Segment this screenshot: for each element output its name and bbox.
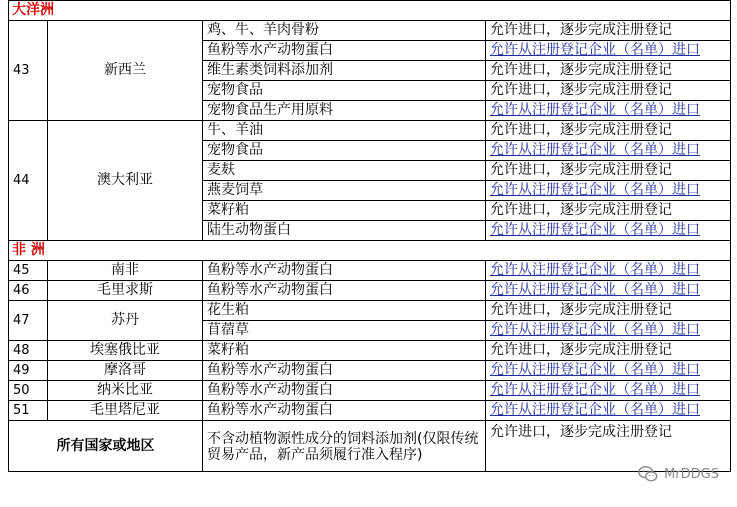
country-name: 摩洛哥	[48, 361, 203, 381]
status-link[interactable]: 允许从注册登记企业（名单）进口	[490, 222, 700, 238]
status-link[interactable]: 允许从注册登记企业（名单）进口	[490, 282, 700, 298]
status-cell: 允许进口，逐步完成注册登记	[486, 21, 731, 41]
row-number: 44	[9, 121, 48, 241]
status-cell[interactable]	[486, 261, 731, 281]
status-cell: 允许进口，逐步完成注册登记	[486, 301, 731, 321]
table-row	[9, 301, 731, 321]
status-cell[interactable]	[486, 221, 731, 241]
product-cell: 燕麦饲草	[203, 181, 486, 201]
table-row	[9, 241, 731, 261]
table-row	[9, 121, 731, 141]
row-number: 50	[9, 381, 48, 401]
table-row	[9, 421, 731, 472]
status-cell[interactable]	[486, 321, 731, 341]
product-cell: 鱼粉等水产动物蛋白	[203, 381, 486, 401]
table-row	[9, 401, 731, 421]
watermark-text: MrDDGS	[664, 466, 719, 482]
country-name: 毛里塔尼亚	[48, 401, 203, 421]
country-name: 南非	[48, 261, 203, 281]
status-link[interactable]: 允许从注册登记企业（名单）进口	[490, 262, 700, 278]
table-row	[9, 21, 731, 41]
status-cell[interactable]	[486, 281, 731, 301]
table-row	[9, 341, 731, 361]
country-name: 苏丹	[48, 301, 203, 341]
product-cell: 维生素类饲料添加剂	[203, 61, 486, 81]
status-link[interactable]: 允许从注册登记企业（名单）进口	[490, 362, 700, 378]
product-cell: 麦麸	[203, 161, 486, 181]
product-cell: 鱼粉等水产动物蛋白	[203, 281, 486, 301]
product-cell: 鸡、牛、羊肉骨粉	[203, 21, 486, 41]
product-cell: 鱼粉等水产动物蛋白	[203, 261, 486, 281]
table-row	[9, 261, 731, 281]
table-row	[9, 361, 731, 381]
product-cell: 菜籽粕	[203, 341, 486, 361]
product-cell: 鱼粉等水产动物蛋白	[203, 361, 486, 381]
status-cell: 允许进口，逐步完成注册登记	[486, 341, 731, 361]
status-cell[interactable]	[486, 401, 731, 421]
row-number: 45	[9, 261, 48, 281]
table-row	[9, 1, 731, 21]
country-name: 毛里求斯	[48, 281, 203, 301]
status-link[interactable]: 允许从注册登记企业（名单）进口	[490, 322, 700, 338]
region-header-oceania: 大洋洲	[9, 1, 731, 21]
product-cell: 花生粕	[203, 301, 486, 321]
row-number: 46	[9, 281, 48, 301]
row-number: 49	[9, 361, 48, 381]
product-cell: 牛、羊油	[203, 121, 486, 141]
wechat-icon	[637, 463, 659, 485]
status-link[interactable]: 允许从注册登记企业（名单）进口	[490, 102, 700, 118]
status-cell[interactable]	[486, 381, 731, 401]
country-name: 纳米比亚	[48, 381, 203, 401]
status-link[interactable]: 允许从注册登记企业（名单）进口	[490, 42, 700, 58]
row-number: 47	[9, 301, 48, 341]
country-name: 澳大利亚	[48, 121, 203, 241]
import-access-table	[8, 0, 731, 472]
product-cell: 宠物食品	[203, 81, 486, 101]
status-cell: 允许进口，逐步完成注册登记	[486, 81, 731, 101]
status-link[interactable]: 允许从注册登记企业（名单）进口	[490, 382, 700, 398]
table-row	[9, 381, 731, 401]
status-cell[interactable]	[486, 141, 731, 161]
region-header-africa: 非 洲	[9, 241, 731, 261]
row-number: 48	[9, 341, 48, 361]
status-link[interactable]: 允许从注册登记企业（名单）进口	[490, 402, 700, 418]
status-link[interactable]: 允许从注册登记企业（名单）进口	[490, 182, 700, 198]
status-cell[interactable]	[486, 361, 731, 381]
all-countries-label: 所有国家或地区	[9, 421, 203, 472]
product-cell: 菜籽粕	[203, 201, 486, 221]
status-cell[interactable]	[486, 101, 731, 121]
row-number: 43	[9, 21, 48, 121]
status-cell[interactable]	[486, 41, 731, 61]
country-name: 埃塞俄比亚	[48, 341, 203, 361]
product-cell: 陆生动物蛋白	[203, 221, 486, 241]
product-cell: 宠物食品生产用原料	[203, 101, 486, 121]
status-cell: 允许进口，逐步完成注册登记	[486, 61, 731, 81]
status-link[interactable]: 允许从注册登记企业（名单）进口	[490, 142, 700, 158]
product-cell: 不含动植物源性成分的饲料添加剂(仅限传统贸易产品，新产品须履行准入程序)	[203, 421, 486, 472]
status-cell: 允许进口，逐步完成注册登记	[486, 161, 731, 181]
product-cell: 宠物食品	[203, 141, 486, 161]
country-name: 新西兰	[48, 21, 203, 121]
product-cell: 苜蓿草	[203, 321, 486, 341]
status-cell: 允许进口，逐步完成注册登记	[486, 121, 731, 141]
status-cell: 允许进口，逐步完成注册登记	[486, 421, 731, 472]
status-cell: 允许进口，逐步完成注册登记	[486, 201, 731, 221]
row-number: 51	[9, 401, 48, 421]
watermark	[637, 463, 719, 485]
status-cell[interactable]	[486, 181, 731, 201]
product-cell: 鱼粉等水产动物蛋白	[203, 401, 486, 421]
table-row	[9, 281, 731, 301]
product-cell: 鱼粉等水产动物蛋白	[203, 41, 486, 61]
